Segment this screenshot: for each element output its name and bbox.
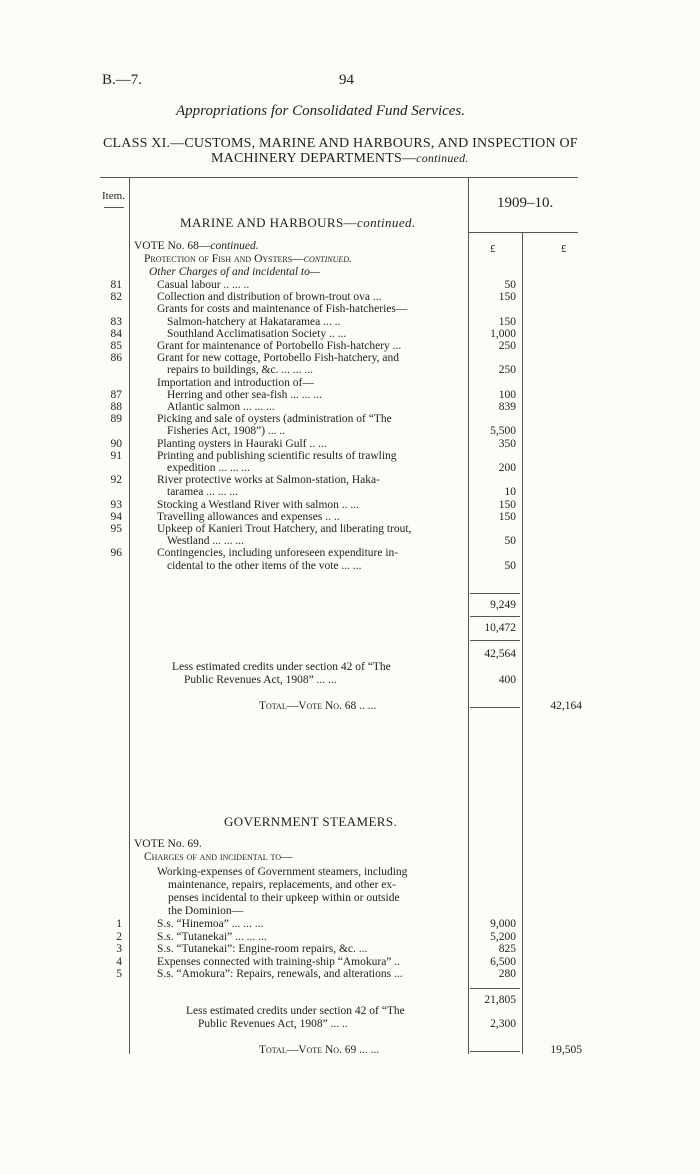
less-credits-69-line1: Less estimated credits under section 42 of “The [186, 1005, 405, 1017]
total-rule [470, 707, 520, 708]
less-credits-69-line2: Public Revenues Act, 1908” ... .. [198, 1018, 348, 1030]
item-amount: 9,000 [490, 918, 516, 930]
item-amount: 5,500 [490, 425, 516, 438]
item-description: Contingencies, including unforeseen expenditure in- [157, 547, 399, 560]
item-description: Collection and distribution of brown-trout ova ... [157, 291, 382, 304]
item-number: 91 [110, 449, 122, 462]
year-header-rule [468, 232, 578, 233]
item-description: S.s. “Hinemoa” ... ... ... [157, 918, 264, 930]
item-number: 82 [110, 291, 122, 304]
item-number: 1 [116, 918, 122, 930]
item-description: Herring and other sea-fish ... ... ... [167, 388, 322, 401]
page-subtitle: Appropriations for Consolidated Fund Services. [176, 103, 466, 119]
item-column-rule [129, 178, 130, 1054]
section-title-steamers: GOVERNMENT STEAMERS. [224, 814, 398, 829]
intro-line-1: Working-expenses of Government steamers, including [157, 866, 408, 878]
less-credits-line2: Public Revenues Act, 1908” ... ... [184, 674, 337, 686]
pound-sign-totals: £ [561, 243, 567, 255]
item-number: 85 [110, 340, 122, 352]
total-vote-69-amount: 19,505 [550, 1044, 582, 1056]
class-heading-line2: MACHINERY DEPARTMENTS—continued. [211, 151, 469, 166]
item-amount: 50 [504, 279, 516, 291]
intro-line-2: maintenance, repairs, replacements, and other ex- [168, 879, 396, 891]
less-credits-69-amount: 2,300 [490, 1018, 516, 1030]
vote-68-heading: VOTE No. 68—continued. [134, 240, 259, 252]
class-heading-line1: CLASS XI.—CUSTOMS, MARINE AND HARBOURS, AND INSPECTION OF [103, 136, 578, 151]
item-description: Grant for maintenance of Portobello Fish-hatchery ... [157, 340, 402, 352]
total-vote-68-amount: 42,164 [550, 700, 582, 712]
item-amount: 5,200 [490, 930, 516, 943]
amount-column-rule-left [468, 178, 469, 1054]
item-description: S.s. “Tutanekai”: Engine-room repairs, &c. ... [157, 943, 368, 956]
subtotal-21805: 21,805 [484, 994, 516, 1006]
item-amount: 100 [498, 388, 516, 401]
item-header-underline [104, 207, 124, 208]
item-amount: 1,000 [490, 327, 516, 340]
item-amount: 350 [498, 437, 516, 450]
item-description: S.s. “Tutanekai” ... ... ... [157, 930, 267, 943]
item-amount: 825 [498, 943, 516, 956]
item-number: 87 [110, 388, 122, 401]
amount-column-rule-right [522, 232, 523, 1054]
item-amount: 150 [498, 315, 516, 328]
item-number: 84 [110, 327, 122, 340]
subtotal-rule-2 [470, 616, 520, 617]
vote-69-subheading: Charges of and incidental to— [144, 851, 293, 863]
less-credits-line1: Less estimated credits under section 42 of “The [172, 661, 391, 673]
total-vote-68-label: Total—Vote No. 68 .. ... [259, 700, 377, 712]
item-description: River protective works at Salmon-station, Haka- [157, 474, 380, 487]
item-description: Fisheries Act, 1908”) ... .. [167, 425, 286, 438]
item-column-header: Item. [102, 190, 125, 202]
item-description: Expenses connected with training-ship “Amokura” .. [157, 955, 401, 968]
item-description: Southland Acclimatisation Society .. ... [167, 327, 347, 340]
item-description: S.s. “Amokura”: Repairs, renewals, and alterations ... [157, 968, 403, 981]
item-number: 3 [116, 943, 122, 956]
item-amount: 6,500 [490, 955, 516, 968]
subtotal-rule [470, 593, 520, 594]
item-description: Stocking a Westland River with salmon .. ... [157, 498, 360, 511]
item-amount: 839 [498, 401, 516, 413]
item-description: Westland ... ... ... [167, 535, 245, 548]
document-reference: B.—7. [102, 72, 143, 88]
item-description: Grants for costs and maintenance of Fish-hatcheries— [157, 303, 408, 316]
page-number: 94 [339, 72, 354, 88]
item-number: 93 [110, 498, 122, 511]
subtotal-rule-3 [470, 640, 520, 641]
item-amount: 280 [498, 968, 516, 981]
item-description: Casual labour .. ... .. [157, 279, 250, 291]
item-amount: 150 [498, 510, 516, 523]
item-number: 4 [116, 955, 122, 968]
year-header: 1909–10. [497, 195, 554, 211]
item-description: Upkeep of Kanieri Trout Hatchery, and liberating trout, [157, 523, 412, 535]
less-credits-amount: 400 [498, 674, 516, 686]
other-charges-heading: Other Charges of and incidental to— [149, 266, 321, 278]
item-number: 94 [110, 510, 122, 523]
item-number: 90 [110, 437, 122, 450]
item-amount: 50 [504, 535, 516, 548]
item-number: 81 [110, 279, 122, 291]
item-number: 92 [110, 474, 122, 487]
item-amount: 250 [498, 340, 516, 352]
item-number: 2 [116, 930, 122, 943]
item-number: 89 [110, 413, 122, 426]
item-amount: 150 [498, 291, 516, 304]
item-number: 96 [110, 547, 122, 560]
intro-line-3: penses incidental to their upkeep within or outside [168, 892, 400, 904]
subtotal-42564: 42,564 [484, 648, 516, 660]
vote-69-heading: VOTE No. 69. [134, 838, 202, 850]
item-description: cidental to the other items of the vote ... ... [167, 559, 362, 572]
item-description: Importation and introduction of— [157, 376, 314, 389]
item-number: 86 [110, 352, 122, 365]
subtotal-10472: 10,472 [484, 622, 516, 634]
total-vote-69-label: Total—Vote No. 69 ... ... [259, 1044, 380, 1056]
item-number: 5 [116, 968, 122, 981]
item-description: Grant for new cottage, Portobello Fish-hatchery, and [157, 352, 399, 365]
item-description: Planting oysters in Hauraki Gulf .. ... [157, 437, 327, 450]
intro-line-4: the Dominion— [168, 905, 244, 917]
item-number: 83 [110, 315, 122, 328]
item-description: Salmon-hatchery at Hakataramea ... .. [167, 315, 341, 328]
vote-68-subheading: Protection of Fish and Oysters—continued. [144, 253, 352, 265]
table-top-rule [100, 177, 578, 178]
subtotal-9249: 9,249 [490, 599, 516, 611]
item-description: Atlantic salmon ... ... ... [167, 401, 275, 413]
item-amount: 250 [498, 364, 516, 377]
item-amount: 150 [498, 498, 516, 511]
item-description: Picking and sale of oysters (administration of “The [157, 413, 392, 426]
item-amount: 10 [504, 486, 516, 499]
item-amount: 50 [504, 559, 516, 572]
item-description: expedition ... ... ... [167, 462, 251, 474]
item-description: taramea ... ... ... [167, 486, 238, 499]
item-description: repairs to buildings, &c. ... ... ... [167, 364, 313, 377]
item-description: Travelling allowances and expenses .. .. [157, 510, 340, 523]
item-amount: 200 [498, 462, 516, 474]
pound-sign-items: £ [490, 243, 496, 255]
subtotal-rule-69 [470, 988, 520, 989]
item-description: Printing and publishing scientific results of trawling [157, 449, 397, 462]
item-number: 95 [110, 523, 122, 535]
section-title-marine: MARINE AND HARBOURS—continued. [180, 215, 416, 230]
total-rule-69 [470, 1051, 520, 1052]
item-number: 88 [110, 401, 122, 413]
